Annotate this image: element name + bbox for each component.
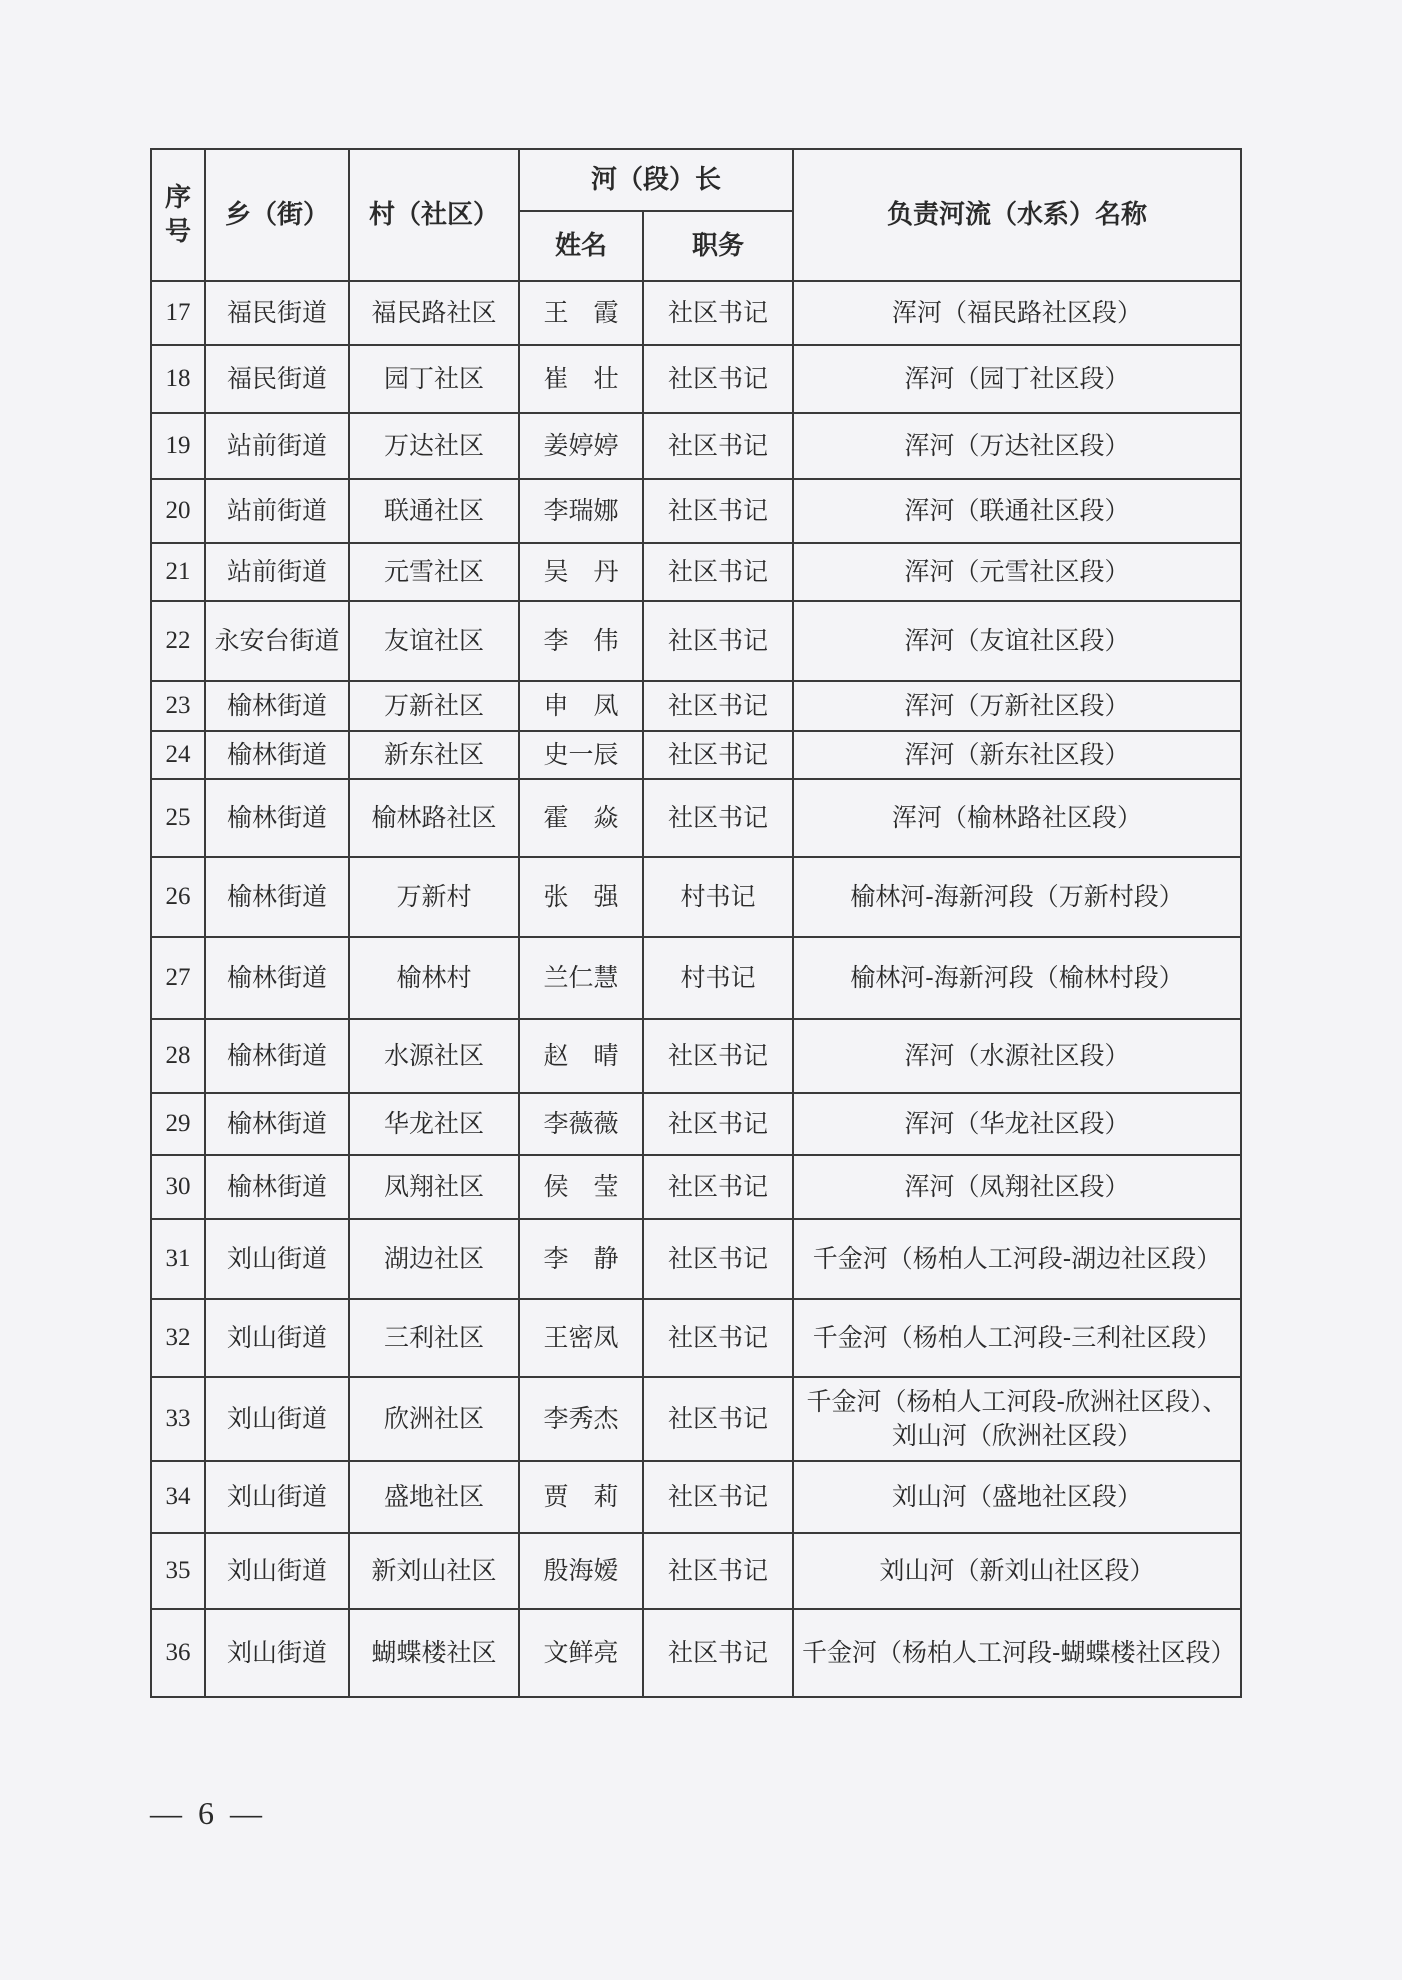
cell-town: 站前街道 (205, 413, 349, 479)
cell-river: 浑河（新东社区段） (793, 731, 1241, 779)
cell-town: 刘山街道 (205, 1299, 349, 1377)
header-town: 乡（街） (205, 149, 349, 281)
cell-chief-name: 文鲜亮 (519, 1609, 643, 1697)
cell-village: 万新村 (349, 857, 519, 937)
table-row (151, 1533, 1241, 1609)
cell-chief-position: 村书记 (643, 857, 793, 937)
river-chief-table (150, 148, 1242, 1698)
cell-seq: 32 (151, 1299, 205, 1377)
cell-seq: 20 (151, 479, 205, 543)
cell-town: 福民街道 (205, 345, 349, 413)
cell-village: 盛地社区 (349, 1461, 519, 1533)
header-river: 负责河流（水系）名称 (793, 149, 1241, 281)
cell-chief-position: 社区书记 (643, 601, 793, 681)
table-row (151, 543, 1241, 601)
cell-village: 凤翔社区 (349, 1155, 519, 1219)
cell-town: 榆林街道 (205, 779, 349, 857)
cell-chief-name: 李薇薇 (519, 1093, 643, 1155)
cell-seq: 25 (151, 779, 205, 857)
cell-chief-position: 社区书记 (643, 1377, 793, 1461)
cell-chief-name: 贾 莉 (519, 1461, 643, 1533)
cell-village: 园丁社区 (349, 345, 519, 413)
cell-village: 万达社区 (349, 413, 519, 479)
cell-village: 新刘山社区 (349, 1533, 519, 1609)
cell-river: 浑河（联通社区段） (793, 479, 1241, 543)
cell-seq: 17 (151, 281, 205, 345)
cell-village: 友谊社区 (349, 601, 519, 681)
table-row (151, 1219, 1241, 1299)
cell-village: 万新社区 (349, 681, 519, 731)
cell-seq: 26 (151, 857, 205, 937)
table-row (151, 1461, 1241, 1533)
cell-town: 榆林街道 (205, 1093, 349, 1155)
table-row (151, 1377, 1241, 1461)
cell-chief-position: 社区书记 (643, 413, 793, 479)
cell-town: 刘山街道 (205, 1219, 349, 1299)
table-body (151, 281, 1241, 1697)
page-number: — 6 — (150, 1795, 266, 1831)
cell-river: 榆林河-海新河段（万新村段） (793, 857, 1241, 937)
cell-village: 蝴蝶楼社区 (349, 1609, 519, 1697)
cell-village: 水源社区 (349, 1019, 519, 1093)
cell-seq: 33 (151, 1377, 205, 1461)
table-row (151, 479, 1241, 543)
cell-village: 三利社区 (349, 1299, 519, 1377)
cell-chief-name: 吴 丹 (519, 543, 643, 601)
cell-seq: 31 (151, 1219, 205, 1299)
table-row (151, 601, 1241, 681)
cell-chief-name: 张 强 (519, 857, 643, 937)
cell-town: 榆林街道 (205, 731, 349, 779)
cell-village: 新东社区 (349, 731, 519, 779)
cell-seq: 34 (151, 1461, 205, 1533)
cell-chief-name: 李秀杰 (519, 1377, 643, 1461)
table-row (151, 345, 1241, 413)
cell-village: 元雪社区 (349, 543, 519, 601)
cell-village: 欣洲社区 (349, 1377, 519, 1461)
cell-seq: 29 (151, 1093, 205, 1155)
cell-town: 刘山街道 (205, 1609, 349, 1697)
cell-seq: 22 (151, 601, 205, 681)
cell-seq: 24 (151, 731, 205, 779)
table-row (151, 1093, 1241, 1155)
cell-chief-position: 社区书记 (643, 1461, 793, 1533)
cell-river: 千金河（杨柏人工河段-湖边社区段） (793, 1219, 1241, 1299)
cell-river: 浑河（园丁社区段） (793, 345, 1241, 413)
cell-seq: 27 (151, 937, 205, 1019)
cell-river: 浑河（福民路社区段） (793, 281, 1241, 345)
cell-seq: 21 (151, 543, 205, 601)
cell-village: 榆林路社区 (349, 779, 519, 857)
cell-river: 浑河（水源社区段） (793, 1019, 1241, 1093)
cell-chief-name: 李瑞娜 (519, 479, 643, 543)
cell-town: 刘山街道 (205, 1377, 349, 1461)
cell-town: 站前街道 (205, 543, 349, 601)
cell-chief-position: 社区书记 (643, 1019, 793, 1093)
table-row (151, 1299, 1241, 1377)
cell-chief-position: 社区书记 (643, 1533, 793, 1609)
cell-chief-name: 史一辰 (519, 731, 643, 779)
table-row (151, 937, 1241, 1019)
cell-chief-name: 姜婷婷 (519, 413, 643, 479)
cell-chief-name: 殷海嫒 (519, 1533, 643, 1609)
table-row (151, 681, 1241, 731)
cell-chief-name: 李 伟 (519, 601, 643, 681)
cell-village: 湖边社区 (349, 1219, 519, 1299)
header-chief-name: 姓名 (519, 211, 643, 281)
cell-seq: 28 (151, 1019, 205, 1093)
cell-chief-name: 兰仁慧 (519, 937, 643, 1019)
cell-seq: 36 (151, 1609, 205, 1697)
cell-town: 站前街道 (205, 479, 349, 543)
cell-town: 榆林街道 (205, 1155, 349, 1219)
table-row (151, 1155, 1241, 1219)
cell-chief-position: 社区书记 (643, 1609, 793, 1697)
cell-chief-position: 社区书记 (643, 1219, 793, 1299)
cell-chief-name: 王密凤 (519, 1299, 643, 1377)
cell-chief-position: 社区书记 (643, 1093, 793, 1155)
cell-river: 刘山河（新刘山社区段） (793, 1533, 1241, 1609)
cell-chief-position: 社区书记 (643, 681, 793, 731)
cell-river: 浑河（万达社区段） (793, 413, 1241, 479)
cell-seq: 35 (151, 1533, 205, 1609)
cell-town: 榆林街道 (205, 1019, 349, 1093)
cell-town: 榆林街道 (205, 857, 349, 937)
cell-chief-name: 崔 壮 (519, 345, 643, 413)
cell-town: 永安台街道 (205, 601, 349, 681)
cell-river: 榆林河-海新河段（榆林村段） (793, 937, 1241, 1019)
cell-chief-position: 村书记 (643, 937, 793, 1019)
header-seq: 序号 (151, 149, 205, 281)
cell-seq: 19 (151, 413, 205, 479)
cell-chief-name: 申 凤 (519, 681, 643, 731)
cell-chief-position: 社区书记 (643, 479, 793, 543)
cell-town: 福民街道 (205, 281, 349, 345)
cell-chief-name: 赵 晴 (519, 1019, 643, 1093)
cell-seq: 23 (151, 681, 205, 731)
table-row (151, 281, 1241, 345)
cell-chief-position: 社区书记 (643, 731, 793, 779)
table-row (151, 857, 1241, 937)
cell-river: 千金河（杨柏人工河段-蝴蝶楼社区段） (793, 1609, 1241, 1697)
cell-river: 浑河（榆林路社区段） (793, 779, 1241, 857)
header-chief-position: 职务 (643, 211, 793, 281)
cell-river: 浑河（友谊社区段） (793, 601, 1241, 681)
table-header (151, 149, 1241, 281)
cell-village: 福民路社区 (349, 281, 519, 345)
table-row (151, 779, 1241, 857)
table-row (151, 731, 1241, 779)
cell-river: 千金河（杨柏人工河段-欣洲社区段）、刘山河（欣洲社区段） (793, 1377, 1241, 1461)
cell-river: 浑河（凤翔社区段） (793, 1155, 1241, 1219)
table-row (151, 413, 1241, 479)
header-village: 村（社区） (349, 149, 519, 281)
cell-chief-position: 社区书记 (643, 281, 793, 345)
cell-village: 联通社区 (349, 479, 519, 543)
cell-river: 浑河（元雪社区段） (793, 543, 1241, 601)
cell-town: 榆林街道 (205, 937, 349, 1019)
cell-town: 榆林街道 (205, 681, 349, 731)
cell-chief-position: 社区书记 (643, 345, 793, 413)
cell-chief-position: 社区书记 (643, 1299, 793, 1377)
cell-seq: 30 (151, 1155, 205, 1219)
cell-village: 榆林村 (349, 937, 519, 1019)
cell-river: 刘山河（盛地社区段） (793, 1461, 1241, 1533)
cell-river: 浑河（华龙社区段） (793, 1093, 1241, 1155)
cell-seq: 18 (151, 345, 205, 413)
cell-town: 刘山街道 (205, 1533, 349, 1609)
cell-village: 华龙社区 (349, 1093, 519, 1155)
table-row (151, 1019, 1241, 1093)
cell-chief-name: 霍 焱 (519, 779, 643, 857)
cell-chief-name: 李 静 (519, 1219, 643, 1299)
cell-town: 刘山街道 (205, 1461, 349, 1533)
cell-chief-position: 社区书记 (643, 543, 793, 601)
cell-chief-position: 社区书记 (643, 779, 793, 857)
header-chief-group: 河（段）长 (519, 149, 793, 211)
cell-river: 千金河（杨柏人工河段-三利社区段） (793, 1299, 1241, 1377)
table-row (151, 1609, 1241, 1697)
cell-chief-name: 王 霞 (519, 281, 643, 345)
cell-chief-position: 社区书记 (643, 1155, 793, 1219)
cell-chief-name: 侯 莹 (519, 1155, 643, 1219)
cell-river: 浑河（万新社区段） (793, 681, 1241, 731)
